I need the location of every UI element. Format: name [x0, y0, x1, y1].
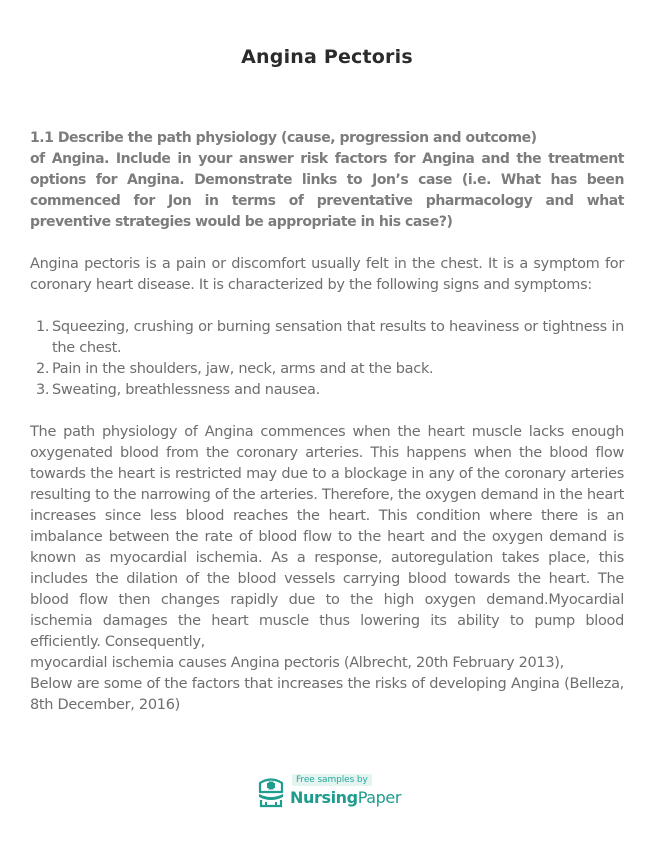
question-rest: of Angina. Include in your answer risk factors for Angina and the treatment options for Angina. Demonstrate links to Jon’s case (i.e. What has been commenced for Jon in terms of preventative pharmacology and what preventive strategies would be appropriate in his case?)	[30, 151, 624, 230]
logo-wordmark	[290, 788, 401, 808]
pathophysiology-paragraph	[30, 422, 624, 674]
intro-paragraph: Angina pectoris is a pain or discomfort usually felt in the chest. It is a symptom for coronary heart disease. It is characterized by the following signs and symptoms:	[30, 256, 624, 293]
list-item-text: Sweating, breathlessness and nausea.	[52, 382, 320, 398]
logo-word-bold: Nursing	[290, 788, 358, 807]
list-item-text: Pain in the shoulders, jaw, neck, arms and at the back.	[52, 361, 434, 377]
pathophysiology-text: The path physiology of Angina commences when the heart muscle lacks enough oxygenated blood from the coronary arteries. This happens when the blood flow towards the heart is restricted may due to a blockage in any of the coronary arteries resulting to the narrowing of the arteries. Therefore, the oxygen demand in the heart increases since less blood reaches the heart. This condition where there is an imbalance between the rate of blood flow to the heart and the oxygen demand is known as myocardial ischemia. As a response, autoregulation takes place, this includes the dilation of the blood vessels carrying blood towards the heart. The blood flow then changes rapidly due to the high oxygen demand.Myocardial ischemia damages the heart muscle thus lowering its ability to pump blood efficiently. Consequently,	[30, 424, 624, 650]
list-item	[30, 317, 624, 359]
list-number: 1.	[36, 319, 50, 335]
logo-tagline: Free samples by	[292, 774, 372, 786]
logo-word-light: Paper	[357, 788, 402, 807]
pathophysiology-last-line: myocardial ischemia causes Angina pectoris (Albrecht, 20th February 2013),	[30, 655, 564, 671]
list-item	[30, 359, 624, 380]
risk-factors-paragraph: Below are some of the factors that increases the risks of developing Angina (Belleza, 8th December, 2016)	[30, 676, 624, 713]
page-title: Angina Pectoris	[241, 46, 413, 68]
list-number: 2.	[36, 361, 50, 377]
question-line-1: 1.1 Describe the path physiology (cause, progression and outcome)	[30, 130, 537, 146]
list-number: 3.	[36, 382, 50, 398]
nursing-paper-logo	[254, 772, 404, 812]
assignment-question	[30, 128, 624, 233]
nurse-cap-icon	[254, 774, 288, 808]
list-item	[30, 380, 624, 401]
list-item-text: Squeezing, crushing or burning sensation that results to heaviness or tightness in the chest.	[52, 319, 624, 356]
symptom-list	[30, 317, 624, 401]
